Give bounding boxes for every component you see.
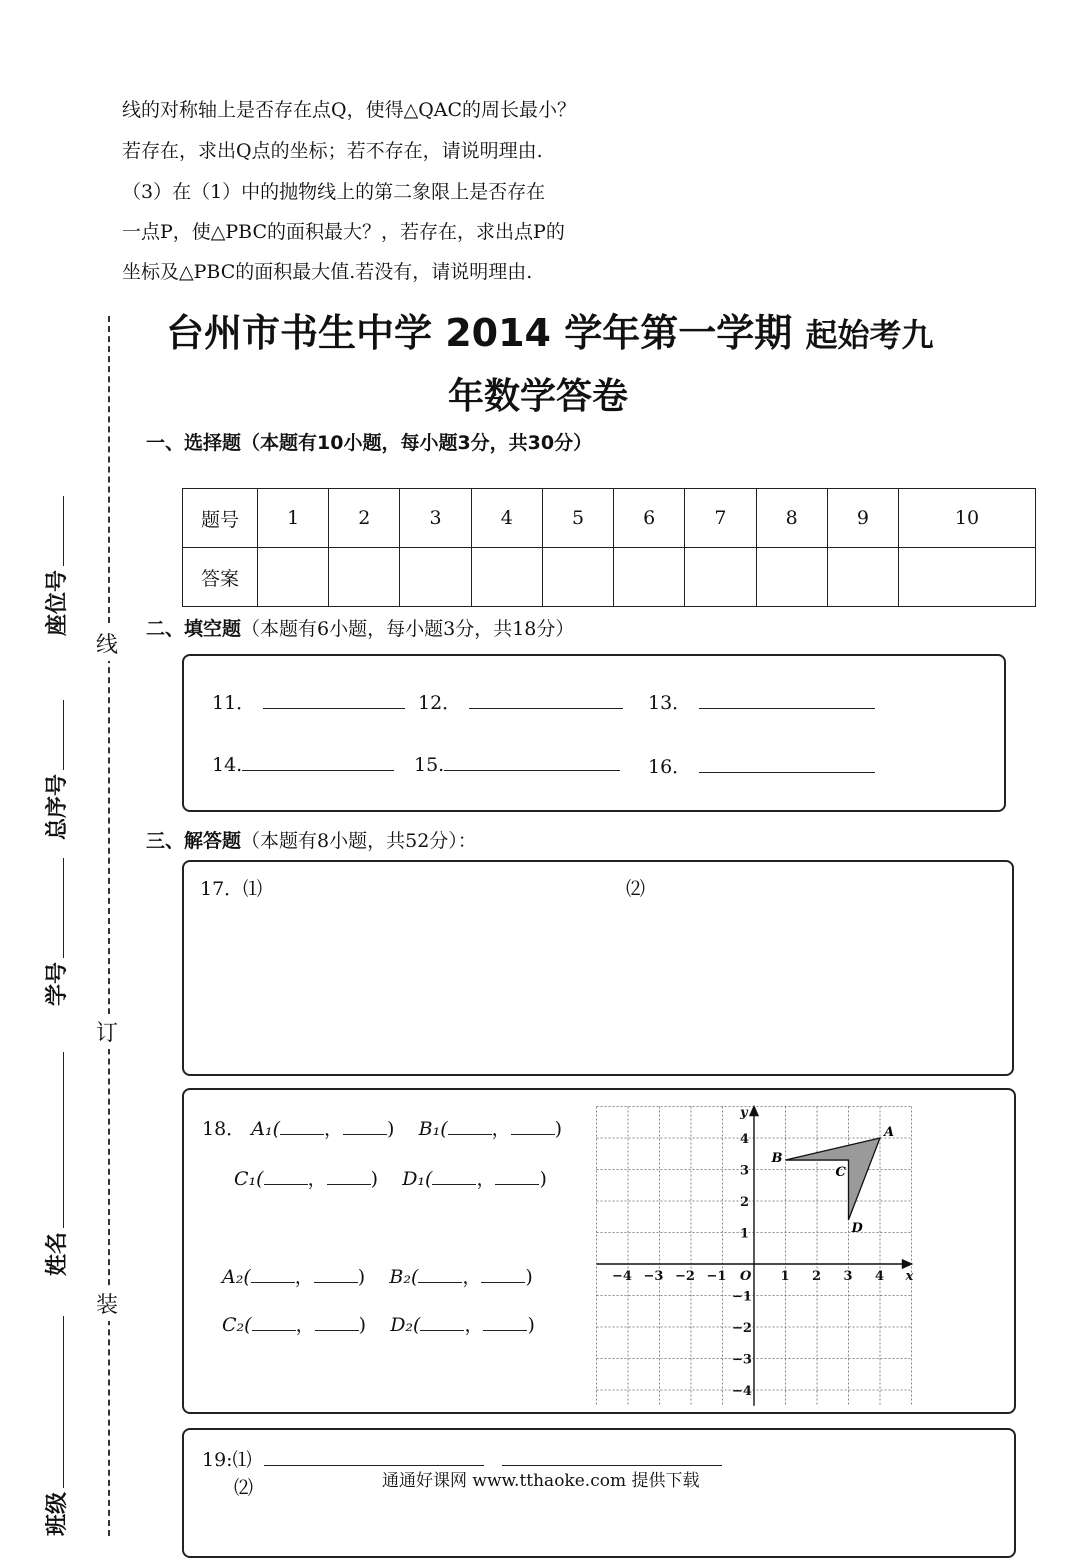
table-row bbox=[183, 548, 1036, 607]
q18-b2[interactable]: B₂( ， ) bbox=[389, 1266, 533, 1288]
x-tick-label: −3 bbox=[643, 1268, 664, 1284]
answer-cell[interactable] bbox=[329, 548, 400, 607]
class-field[interactable]: 班级 bbox=[40, 1316, 71, 1536]
student-id-field[interactable]: 学号 bbox=[40, 858, 71, 1006]
footer-text: 通通好课网 www.tthaoke.com 提供下载 bbox=[382, 1471, 700, 1491]
section2-note: （本题有6小题，每小题3分，共18分） bbox=[241, 618, 575, 640]
table-cell: 2 bbox=[329, 489, 400, 548]
row-label: 答案 bbox=[183, 548, 258, 607]
q18-c2[interactable]: C₂( ， ) bbox=[222, 1314, 367, 1336]
point-label-d: D bbox=[851, 1220, 863, 1236]
blank-14[interactable]: 14. bbox=[212, 752, 394, 776]
x-tick-label: 1 bbox=[780, 1268, 790, 1284]
intro-line-4: 一点P，使△PBC的面积最大？，若存在，求出点P的 bbox=[122, 221, 565, 243]
y-tick-label: 4 bbox=[740, 1132, 750, 1147]
x-tick-label: 3 bbox=[843, 1268, 853, 1284]
intro-line-3: （3）在（1）中的抛物线上的第二象限上是否存在 bbox=[122, 181, 546, 203]
x-tick-label: −2 bbox=[675, 1268, 695, 1284]
x-tick-label: 4 bbox=[875, 1268, 885, 1284]
point-label-b: B bbox=[771, 1151, 783, 1167]
point-label-c: C bbox=[835, 1165, 846, 1181]
q18-row-3 bbox=[222, 1262, 533, 1289]
y-axis-arrow-icon bbox=[750, 1107, 758, 1116]
quadrilateral-abcd bbox=[786, 1138, 881, 1220]
q18-d2[interactable]: D₂( ， ) bbox=[390, 1314, 535, 1336]
q18-b1[interactable]: B₁( ， ) bbox=[418, 1118, 563, 1140]
q18-number: 18． bbox=[202, 1118, 246, 1140]
q19-label: 19:⑴ bbox=[202, 1445, 722, 1472]
page-title-line-2: 年数学答卷 bbox=[448, 376, 629, 417]
table-cell: 7 bbox=[685, 489, 756, 548]
point-label-a: A bbox=[884, 1125, 895, 1140]
name-field[interactable]: 姓名 bbox=[40, 1052, 71, 1276]
q19-blank-1[interactable] bbox=[264, 1447, 484, 1466]
answer-cell[interactable] bbox=[471, 548, 542, 607]
blank-11[interactable]: 11． bbox=[212, 688, 405, 715]
binding-char-ding: 订 bbox=[96, 1014, 118, 1049]
intro-line-2: 若存在，求出Q点的坐标；若不存在，请说明理由. bbox=[122, 140, 543, 162]
section1-heading: 一、选择题（本题有10小题，每小题3分，共30分） bbox=[146, 432, 593, 454]
page-title bbox=[166, 302, 933, 357]
y-tick-label: −3 bbox=[732, 1352, 752, 1368]
y-tick-label: 2 bbox=[740, 1195, 750, 1210]
y-tick-label: 1 bbox=[740, 1226, 750, 1242]
fill-blank-box bbox=[182, 654, 1006, 812]
answer-cell[interactable] bbox=[827, 548, 898, 607]
table-cell: 5 bbox=[542, 489, 613, 548]
intro-line-1: 线的对称轴上是否存在点Q，使得△QAC的周长最小？ bbox=[122, 99, 577, 121]
answer-cell[interactable] bbox=[400, 548, 471, 607]
blank-12[interactable]: 12． bbox=[418, 688, 623, 715]
table-cell: 10 bbox=[898, 489, 1035, 548]
y-tick-label: −2 bbox=[732, 1321, 752, 1336]
q17-part2-label: ⑵ bbox=[626, 878, 646, 900]
q17-label: 17．⑴ bbox=[200, 878, 263, 900]
row-label: 题号 bbox=[183, 489, 258, 548]
table-cell: 4 bbox=[471, 489, 542, 548]
q19-part2-label: ⑵ bbox=[234, 1477, 254, 1499]
binding-line bbox=[108, 316, 110, 1536]
answer-cell[interactable] bbox=[258, 548, 329, 607]
answer-table bbox=[182, 488, 1036, 607]
order-number-field[interactable]: 总序号 bbox=[40, 700, 71, 840]
section3-heading: 三、解答题（本题有8小题，共52分）： bbox=[146, 830, 477, 852]
y-axis-label: y bbox=[740, 1105, 748, 1121]
binding-char-zhuang: 装 bbox=[96, 1286, 118, 1321]
x-tick-label: −1 bbox=[706, 1268, 727, 1284]
answer-cell[interactable] bbox=[542, 548, 613, 607]
title-main: 台州市书生中学 2014 学年第一学期 bbox=[166, 311, 793, 355]
answer-cell[interactable] bbox=[614, 548, 685, 607]
answer-cell[interactable] bbox=[756, 548, 827, 607]
table-row bbox=[183, 489, 1036, 548]
q18-a1[interactable]: A₁( ， ) bbox=[251, 1118, 395, 1140]
blank-15[interactable]: 15. bbox=[414, 752, 620, 776]
y-tick-label: −4 bbox=[732, 1384, 752, 1399]
q18-a2[interactable]: A₂( ， ) bbox=[222, 1266, 366, 1288]
y-tick-label: −1 bbox=[732, 1289, 752, 1305]
q18-row-1 bbox=[202, 1114, 562, 1141]
y-tick-label: 3 bbox=[740, 1163, 750, 1179]
q18-row-2 bbox=[234, 1164, 547, 1191]
x-tick-label: −4 bbox=[612, 1268, 632, 1284]
intro-line-5: 坐标及△PBC的面积最大值.若没有，请说明理由. bbox=[122, 261, 533, 283]
q17-answer-box[interactable] bbox=[182, 860, 1014, 1076]
table-cell: 6 bbox=[614, 489, 685, 548]
answer-cell[interactable] bbox=[898, 548, 1035, 607]
blank-16[interactable]: 16． bbox=[648, 752, 875, 779]
answer-cell[interactable] bbox=[685, 548, 756, 607]
origin-label: O bbox=[740, 1268, 752, 1284]
seat-number-field[interactable]: 座位号 bbox=[40, 496, 71, 636]
q19-blank-2[interactable] bbox=[502, 1447, 722, 1466]
table-cell: 8 bbox=[756, 489, 827, 548]
q18-d1[interactable]: D₁( ， ) bbox=[402, 1168, 547, 1190]
section3-note: （本题有8小题，共52分）： bbox=[241, 830, 477, 852]
table-cell: 3 bbox=[400, 489, 471, 548]
coordinate-grid bbox=[590, 1104, 920, 1406]
section2-heading: 二、填空题（本题有6小题，每小题3分，共18分） bbox=[146, 618, 575, 640]
title-tail: 起始考九 bbox=[805, 316, 934, 354]
table-cell: 9 bbox=[827, 489, 898, 548]
x-axis-arrow-icon bbox=[903, 1260, 912, 1268]
table-cell: 1 bbox=[258, 489, 329, 548]
blank-13[interactable]: 13． bbox=[648, 688, 875, 715]
q18-row-4 bbox=[222, 1310, 535, 1337]
binding-char-line: 线 bbox=[96, 626, 118, 661]
q18-c1[interactable]: C₁( ， ) bbox=[234, 1168, 379, 1190]
x-axis-label: x bbox=[905, 1268, 914, 1284]
x-tick-label: 2 bbox=[812, 1268, 822, 1284]
